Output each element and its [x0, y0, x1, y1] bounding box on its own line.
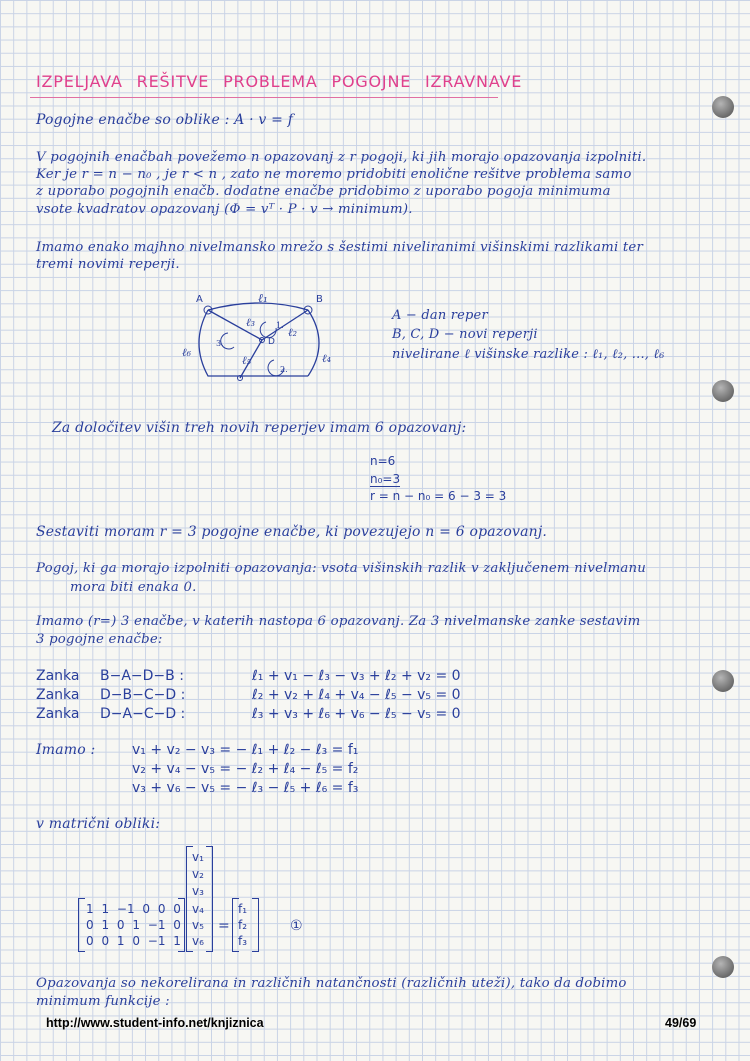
label-loop1: 1.: [276, 321, 284, 330]
vector-f-cell: f₁: [238, 902, 248, 916]
binder-hole: [712, 96, 734, 118]
label-a: A: [196, 294, 203, 305]
label-d: D: [268, 337, 275, 347]
condition-equation: v₃ + v₆ − v₅ = − ℓ₃ − ℓ₅ + ℓ₆ = f₃: [132, 780, 359, 796]
binder-hole: [712, 380, 734, 402]
title-word: PROBLEMA: [223, 72, 318, 91]
text-line: Pogojne enačbe so oblike : A · v = f: [36, 112, 294, 128]
vector-v-cell: v₁: [192, 850, 204, 864]
label-loop3: 3.: [216, 339, 224, 348]
edge-l4: [308, 310, 319, 376]
text-line: Za določitev višin treh novih reperjev imam 6 opazovanj:: [52, 420, 467, 436]
text-line: mora biti enaka 0.: [70, 580, 197, 595]
leveling-network-diagram: [180, 288, 360, 398]
loop-path: D−B−C−D :: [100, 687, 186, 703]
matrix-row: 1 1 −1 0 0 0: [86, 902, 181, 916]
label-l3: ℓ₃: [246, 316, 255, 329]
calc-r: r = n − n₀ = 6 − 3 = 3: [370, 489, 507, 503]
vector-f-cell: f₂: [238, 918, 248, 932]
text-line: Pogoj, ki ga morajo izpolniti opazovanja: vsota višinskih razlik v zaključenem nivelmanu: [36, 561, 647, 576]
title-word: IZRAVNAVE: [425, 72, 523, 91]
condition-equation: v₁ + v₂ − v₃ = − ℓ₁ + ℓ₂ − ℓ₃ = f₁: [132, 742, 359, 758]
loop-path: D−A−C−D :: [100, 706, 186, 722]
vector-f-cell: f₃: [238, 934, 248, 948]
text-line: vsote kvadratov opazovanj (Φ = vᵀ · P · v → minimum).: [36, 202, 413, 217]
text-line: v matrični obliki:: [36, 816, 161, 832]
page-title: [36, 72, 530, 91]
binder-hole: [712, 956, 734, 978]
label-l5: ℓ₅: [242, 354, 251, 367]
footer-url: http://www.student-info.net/knjiznica: [46, 1016, 264, 1030]
matrix-row: 0 0 1 0 −1 1: [86, 934, 181, 948]
legend-line: B, C, D − novi reperji: [392, 327, 538, 342]
label-l4: ℓ₄: [322, 352, 331, 365]
binder-hole: [712, 670, 734, 692]
text-line: Opazovanja so nekorelirana in različnih natančnosti (različnih uteži), tako da dobimo: [36, 976, 627, 991]
title-word: POGOJNE: [331, 72, 412, 91]
label-l6: ℓ₆: [182, 346, 191, 359]
loop-name: Zanka: [36, 706, 80, 722]
text-line: minimum funkcije :: [36, 994, 170, 1009]
text-line: V pogojnih enačbah povežemo n opazovanj z r pogoji, ki jih morajo opazovanja izpolniti.: [36, 150, 647, 165]
calc-n: n=6: [370, 454, 396, 468]
text-line: Sestaviti moram r = 3 pogojne enačbe, ki povezujejo n = 6 opazovanj.: [36, 524, 548, 540]
calc-n0: n₀=3: [370, 472, 401, 486]
title-word: REŠITVE: [136, 72, 210, 91]
vector-v-cell: v₅: [192, 918, 204, 932]
vector-v-cell: v₂: [192, 867, 204, 881]
legend-line: A − dan reper: [392, 308, 488, 323]
loop-path: B−A−D−B :: [100, 668, 184, 684]
text-line: z uporabo pogojnih enačb. dodatne enačbe pridobimo z uporabo pogoja minimuma: [36, 184, 611, 199]
text-line: tremi novimi reperji.: [36, 257, 180, 272]
legend-line: nivelirane ℓ višinske razlike : ℓ₁, ℓ₂, ..., ℓ₆: [392, 347, 665, 362]
label-l1: ℓ₁: [258, 291, 268, 305]
text-line: Ker je r = n − n₀ , je r < n , zato ne moremo pridobiti enolične rešitve problema samo: [36, 167, 632, 182]
loop-equation: ℓ₁ + v₁ − ℓ₃ − v₃ + ℓ₂ + v₂ = 0: [252, 668, 461, 684]
equals-sign: =: [218, 918, 230, 934]
label-l2: ℓ₂: [288, 326, 297, 339]
loop-equation: ℓ₃ + v₃ + ℓ₆ + v₆ − ℓ₅ − v₅ = 0: [252, 706, 461, 722]
title-underline: [30, 97, 498, 98]
label-loop2: 2.: [280, 365, 288, 374]
condition-equation: v₂ + v₄ − v₅ = − ℓ₂ + ℓ₄ − ℓ₅ = f₂: [132, 761, 359, 777]
edge-l2: [262, 310, 308, 340]
vector-v-cell: v₆: [192, 934, 204, 948]
title-word: IZPELJAVA: [36, 72, 123, 91]
vector-v-cell: v₃: [192, 884, 204, 898]
bracket-left: [78, 898, 85, 952]
bracket-right: [252, 898, 259, 952]
vector-v-cell: v₄: [192, 902, 204, 916]
page-number: 49/69: [665, 1016, 697, 1030]
label-b: B: [316, 294, 323, 305]
loop-name: Zanka: [36, 687, 80, 703]
bracket-right: [206, 846, 213, 952]
equation-number: ①: [290, 918, 303, 934]
imamo-label: Imamo :: [36, 742, 96, 758]
loop-name: Zanka: [36, 668, 80, 684]
text-line: Imamo (r=) 3 enačbe, v katerih nastopa 6 opazovanj. Za 3 nivelmanske zanke sestavim: [36, 614, 641, 629]
matrix-row: 0 1 0 1 −1 0: [86, 918, 181, 932]
loop-equation: ℓ₂ + v₂ + ℓ₄ + v₄ − ℓ₅ − v₅ = 0: [252, 687, 461, 703]
text-line: Imamo enako majhno nivelmansko mrežo s šestimi niveliranimi višinskimi razlikami ter: [36, 240, 644, 255]
text-line: 3 pogojne enačbe:: [36, 632, 163, 647]
